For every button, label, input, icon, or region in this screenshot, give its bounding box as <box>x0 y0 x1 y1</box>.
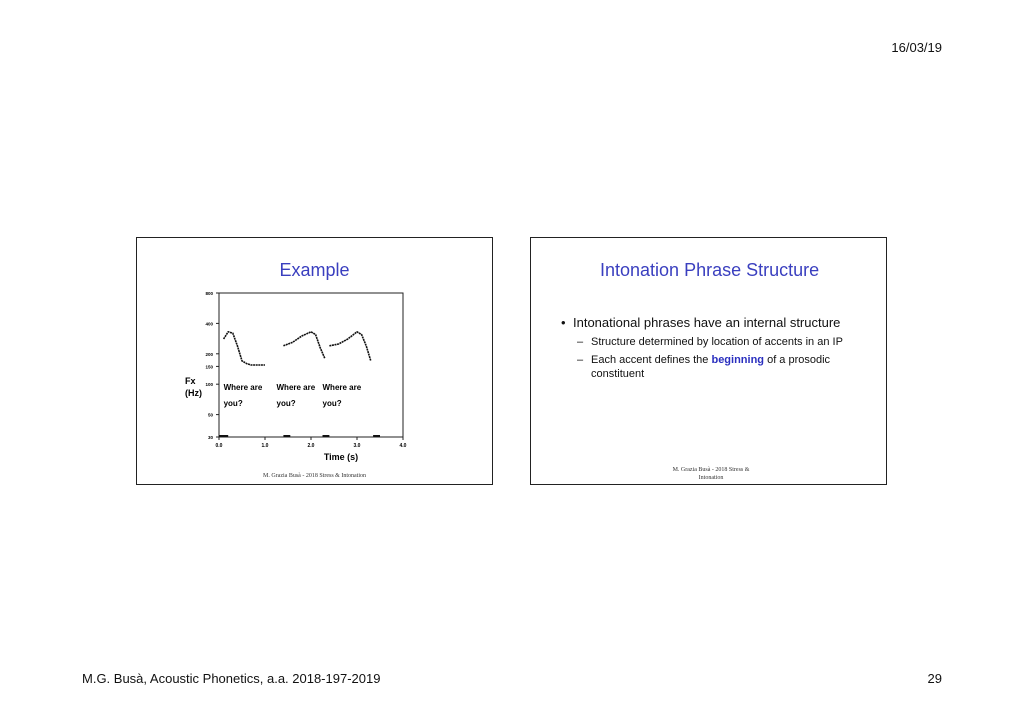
fx-chart <box>173 286 443 466</box>
date: 16/03/19 <box>891 40 942 55</box>
pitch-curve-3 <box>329 332 370 361</box>
annotation-line2: you? <box>322 399 342 408</box>
annotation-line1: Where are <box>223 383 263 392</box>
page-number: 29 <box>927 671 942 686</box>
dash-icon: – <box>577 354 584 366</box>
annotation-line1: Where are <box>276 383 316 392</box>
y-tick-label: 50 <box>207 412 213 418</box>
sub-bullet-1 <box>561 335 852 349</box>
y-tick-label: 30 <box>207 435 213 440</box>
annotation-line2: you? <box>223 399 243 408</box>
y-tick-label: 200 <box>205 351 213 357</box>
slide-title: Example <box>279 260 350 280</box>
pitch-curves <box>224 332 371 365</box>
bullet-list <box>561 314 852 381</box>
pitch-curve-2 <box>283 332 324 359</box>
y-ticks <box>205 291 219 440</box>
annotation-line1: Where are <box>322 383 362 392</box>
y-axis-label-hz: (Hz) <box>185 388 202 398</box>
dash-icon: – <box>577 336 584 348</box>
y-tick-label: 400 <box>205 321 213 327</box>
slide-footer: M. Grazia Busà - 2018 Stress & Intonation <box>263 473 366 479</box>
y-tick-label: 800 <box>205 291 213 296</box>
slide-footer-line2: Intonation <box>698 475 724 481</box>
slide-example <box>136 237 493 485</box>
y-tick-label: 150 <box>205 364 213 370</box>
bullet-item <box>561 314 852 331</box>
sub-bullet-text-post: of a prosodic constituent <box>591 354 831 380</box>
pitch-curve-1 <box>224 332 265 365</box>
slide-footer <box>661 466 761 482</box>
bullet-text: Intonational phrases have an internal structure <box>573 315 841 330</box>
x-ticks <box>216 437 407 449</box>
sub-bullet-text-pre: Each accent defines the <box>591 354 712 366</box>
plot-frame <box>219 293 403 437</box>
x-axis-label: Time (s) <box>323 452 359 462</box>
sub-bullet-text: Structure determined by location of accents in an IP <box>591 336 843 348</box>
annotation-line2: you? <box>276 399 296 408</box>
annotations <box>224 383 362 408</box>
bullet-dot: • <box>561 315 566 330</box>
slide-intonation-phrase-structure <box>530 237 887 485</box>
sub-bullet-2 <box>561 353 852 381</box>
emphasis-beginning: beginning <box>711 354 765 366</box>
y-tick-label: 100 <box>205 382 213 388</box>
x-tick-label: 1.0 <box>261 443 269 449</box>
footer-course: M.G. Busà, Acoustic Phonetics, a.a. 2018-197-2019 <box>82 671 381 686</box>
x-tick-label: 0.0 <box>215 443 223 449</box>
slide-title: Intonation Phrase Structure <box>600 260 820 280</box>
y-axis-label-fx: Fx <box>185 376 196 386</box>
slide-footer-line1: M. Grazia Busà - 2018 Stress & <box>672 467 750 473</box>
x-tick-label: 2.0 <box>307 443 315 449</box>
x-tick-label: 4.0 <box>399 443 407 449</box>
x-tick-label: 3.0 <box>353 443 361 449</box>
